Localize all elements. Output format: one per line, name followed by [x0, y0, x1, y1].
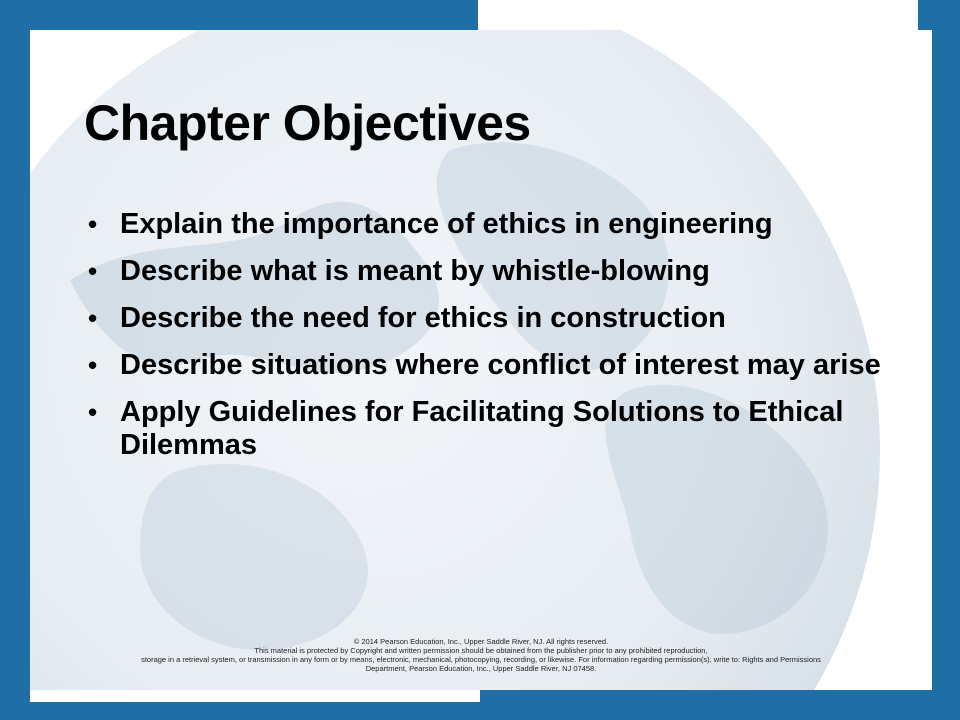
- list-item: [88, 302, 888, 335]
- slide-content: [30, 30, 932, 690]
- copyright-footer: [30, 637, 932, 673]
- list-item-text: Apply Guidelines for Facilitating Solutions to Ethical Dilemmas: [120, 396, 844, 461]
- copyright-line: storage in a retrieval system, or transmission in any form or by means, electronic, mechanical, photocopying, recording, or likewise. For information regarding permission(s), write to: Rights and Permissions: [141, 655, 821, 664]
- list-item: [88, 255, 888, 288]
- frame-bar-right: [932, 0, 960, 720]
- list-item-text: Explain the importance of ethics in engineering: [120, 208, 773, 240]
- frame-bar-top-left: [0, 0, 478, 30]
- copyright-line: Department, Pearson Education, Inc., Upper Saddle River, NJ 07458.: [365, 664, 597, 673]
- copyright-line: This material is protected by Copyright and written permission should be obtained from the publisher prior to any prohibited reproduction,: [254, 646, 708, 655]
- list-item-text: Describe what is meant by whistle-blowing: [120, 255, 710, 287]
- bullet-icon: •: [88, 303, 98, 333]
- list-item: [88, 396, 888, 462]
- list-item-text: Describe the need for ethics in construction: [120, 302, 726, 334]
- copyright-line: © 2014 Pearson Education, Inc., Upper Saddle River, NJ. All rights reserved.: [353, 637, 609, 646]
- list-item-text: Describe situations where conflict of interest may arise: [120, 349, 881, 381]
- bullet-icon: •: [88, 350, 98, 380]
- frame-bar-left: [0, 0, 30, 720]
- bullet-icon: •: [88, 209, 98, 239]
- frame-bar-top-gap: [478, 0, 918, 22]
- objectives-list: [88, 208, 888, 476]
- slide-title: Chapter Objectives: [84, 95, 531, 151]
- list-item: [88, 208, 888, 241]
- list-item: [88, 349, 888, 382]
- bullet-icon: •: [88, 256, 98, 286]
- frame-bar-bottom-gap: [30, 690, 480, 702]
- frame-bar-top-right: [918, 0, 960, 30]
- bullet-icon: •: [88, 397, 98, 427]
